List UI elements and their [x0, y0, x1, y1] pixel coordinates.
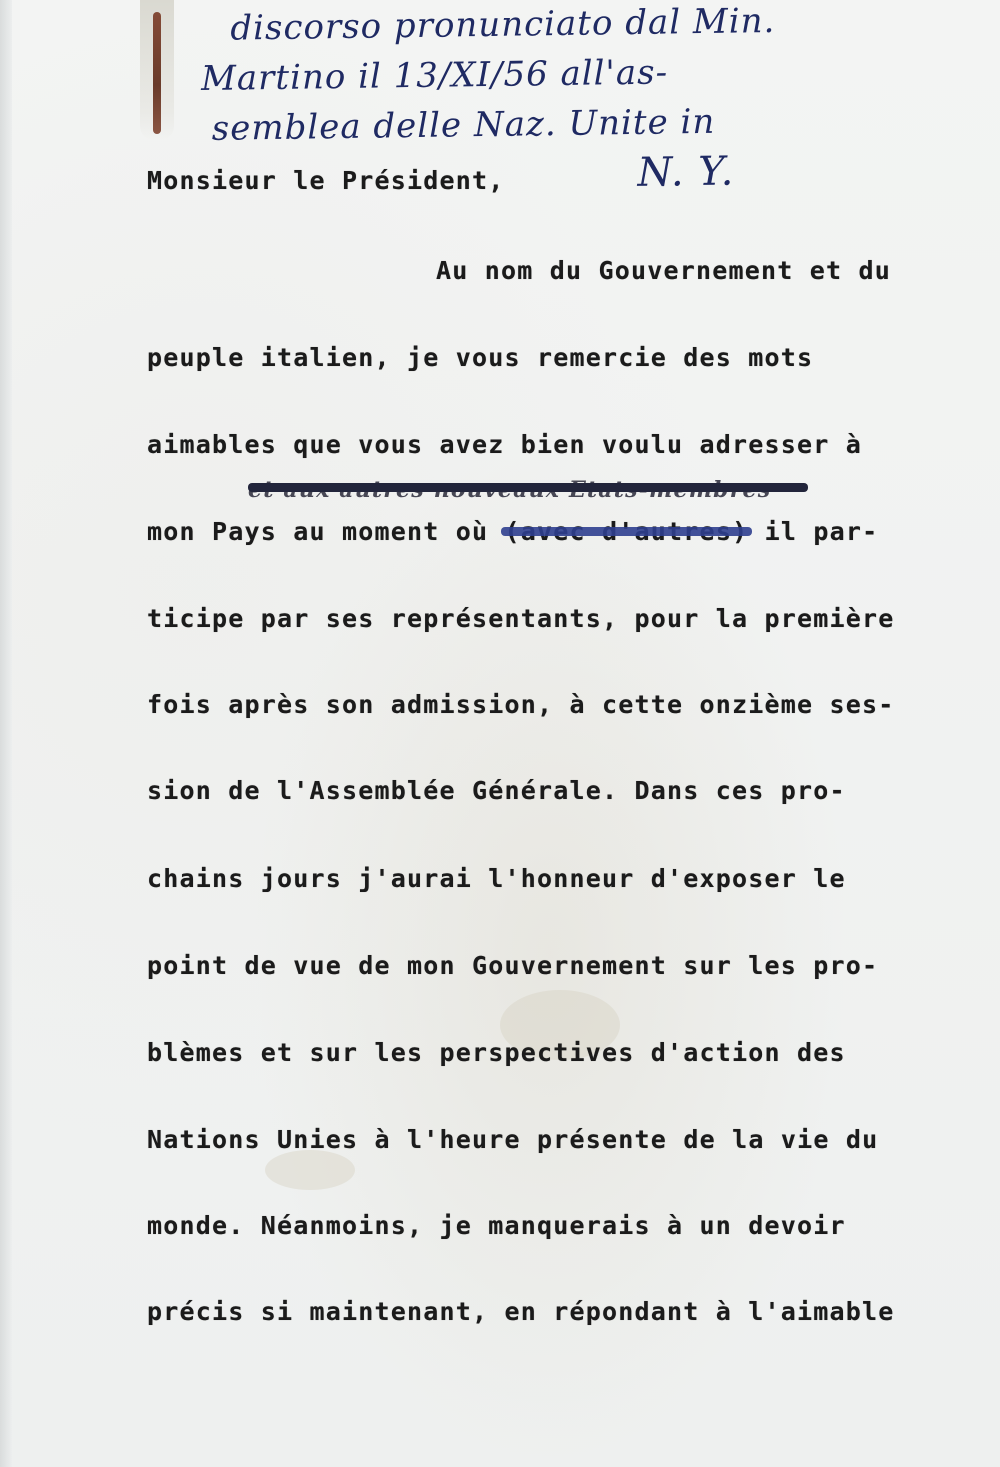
letter-line: fois après son admission, à cette onzième ses-	[147, 690, 895, 719]
letter-line: chains jours j'aurai l'honneur d'exposer le	[147, 864, 846, 893]
struck-inline-phrase	[505, 517, 749, 546]
letter-line: sion de l'Assemblée Générale. Dans ces pro-	[147, 776, 846, 805]
letter-line: monde. Néanmoins, je manquerais à un devoir	[147, 1211, 846, 1240]
letter-line: précis si maintenant, en répondant à l'aimable	[147, 1297, 895, 1326]
handwritten-line: N. Y.	[637, 148, 735, 196]
letter-text: il par-	[764, 517, 879, 546]
letter-text: de la vie du	[683, 1125, 879, 1154]
letter-line: Au nom du Gouvernement et du	[436, 256, 892, 285]
blue-strike-through	[501, 527, 753, 536]
overtyped-text: nte	[618, 1125, 668, 1154]
letter-line: ticipe par ses représentants, pour la première	[147, 604, 895, 633]
handwritten-line: Martino il 13/XI/56 all'as-	[200, 52, 669, 99]
letter-text: Nations Unies à l'heure prése	[147, 1125, 619, 1154]
struck-out-line	[248, 474, 808, 498]
letter-line: aimables que vous avez bien voulu adresser à	[147, 430, 863, 459]
letter-line: peuple italien, je vous remercie des mots	[147, 343, 814, 372]
letter-line: blèmes et sur les perspectives d'action des	[147, 1038, 846, 1067]
strike-through	[248, 483, 808, 492]
letter-line: point de vue de mon Gouvernement sur les pro-	[147, 951, 879, 980]
salutation: Monsieur le Président,	[147, 166, 505, 195]
handwritten-line: discorso pronunciato dal Min.	[230, 0, 776, 49]
letter-text: mon Pays au moment où	[147, 517, 489, 546]
letter-line	[147, 1125, 878, 1154]
letter-line	[147, 517, 878, 546]
handwritten-line: semblea delle Naz. Unite in	[211, 101, 716, 149]
